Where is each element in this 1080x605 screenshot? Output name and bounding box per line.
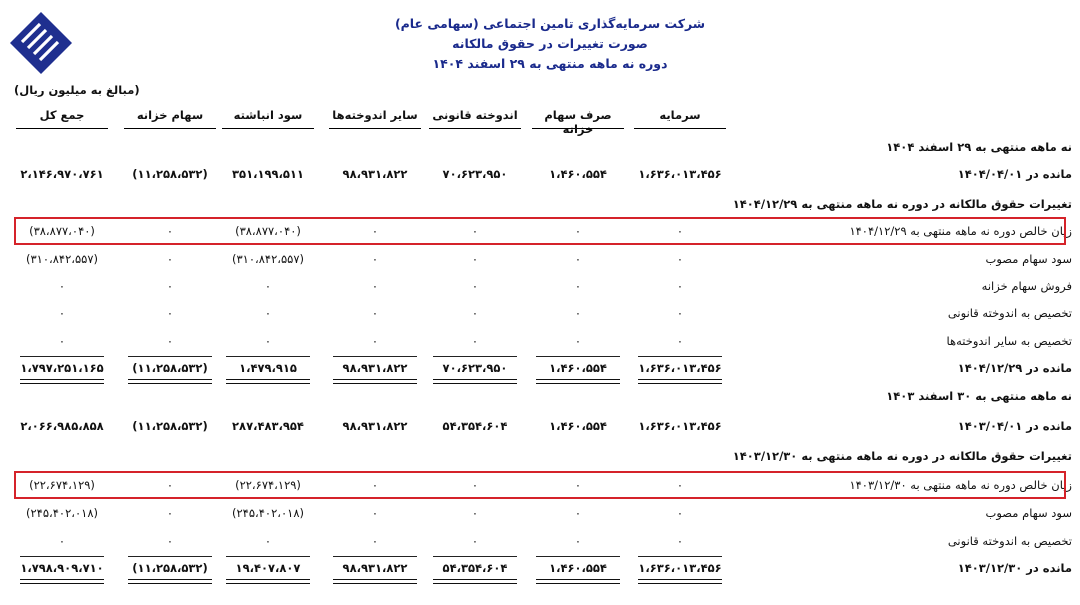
table-row (0, 275, 1080, 301)
total-double-rule (128, 579, 212, 584)
cell-value: (۱۱،۲۵۸،۵۳۲) (132, 361, 208, 375)
subtotal-rule (536, 556, 620, 557)
cell-value: ۱،۶۳۶،۰۱۳،۴۵۶ (638, 419, 722, 433)
cell-value: ۰ (264, 534, 272, 548)
cell-value: ۰ (166, 534, 174, 548)
cell-value: ۰ (471, 478, 479, 492)
cell-value: ۰ (471, 252, 479, 266)
cell-value: ۰ (471, 306, 479, 320)
column-header: جمع کل (16, 108, 108, 129)
section-header-row (0, 445, 1080, 471)
cell-value: ۰ (371, 306, 379, 320)
statement-name: صورت تغییرات در حقوق مالکانه (452, 36, 648, 51)
cell-value: ۰ (58, 306, 66, 320)
cell-value: (۳۱۰،۸۴۲،۵۵۷) (232, 252, 304, 266)
row-label: تخصیص به اندوخته قانونی (947, 534, 1072, 548)
row-label: مانده در ۱۴۰۳/۰۴/۰۱ (957, 419, 1072, 433)
row-label: سود سهام مصوب (985, 506, 1072, 520)
cell-value: ۵۴،۳۵۴،۶۰۴ (442, 419, 508, 433)
row-label: مانده در ۱۴۰۴/۱۲/۲۹ (957, 361, 1072, 375)
subtotal-rule (20, 356, 104, 357)
total-double-rule (333, 579, 417, 584)
subtotal-rule (128, 556, 212, 557)
cell-value: ۰ (371, 506, 379, 520)
subtotal-rule (638, 556, 722, 557)
subtotal-rule (128, 356, 212, 357)
cell-value: ۰ (676, 478, 684, 492)
total-double-rule (20, 579, 104, 584)
cell-value: ۰ (264, 306, 272, 320)
statement-period: دوره نه ماهه منتهی به ۲۹ اسفند ۱۴۰۴ (432, 56, 668, 71)
cell-value: ۰ (676, 534, 684, 548)
row-label: تخصیص به اندوخته قانونی (947, 306, 1072, 320)
cell-value: ۱۹،۴۰۷،۸۰۷ (235, 561, 301, 575)
cell-value: ۰ (264, 334, 272, 348)
cell-value: ۰ (371, 279, 379, 293)
subtotal-rule (333, 356, 417, 357)
cell-value: (۳۸،۸۷۷،۰۴۰) (235, 224, 301, 238)
total-double-rule (638, 579, 722, 584)
cell-value: (۳۸،۸۷۷،۰۴۰) (29, 224, 95, 238)
cell-value: ۱،۷۹۸،۹۰۹،۷۱۰ (20, 561, 104, 575)
cell-value: ۹۸،۹۳۱،۸۲۲ (342, 561, 408, 575)
cell-value: (۱۱،۲۵۸،۵۳۲) (132, 167, 208, 181)
row-label: مانده در ۱۴۰۳/۱۲/۳۰ (957, 561, 1072, 575)
cell-value: ۲۸۷،۴۸۳،۹۵۴ (232, 419, 304, 433)
cell-value: ۰ (471, 224, 479, 238)
cell-value: ۰ (574, 334, 582, 348)
section-header-row (0, 193, 1080, 219)
column-header: صرف سهام خزانه (532, 108, 624, 129)
section-header-row (0, 136, 1080, 162)
table-row (0, 163, 1080, 189)
table-row (0, 302, 1080, 328)
total-double-rule (433, 579, 517, 584)
cell-value: ۰ (371, 334, 379, 348)
cell-value: ۱،۴۶۰،۵۵۴ (549, 561, 607, 575)
cell-value: ۰ (676, 224, 684, 238)
column-header: سود انباشته (222, 108, 314, 129)
cell-value: ۹۸،۹۳۱،۸۲۲ (342, 361, 408, 375)
row-label: نه ماهه منتهی به ۳۰ اسفند ۱۴۰۳ (886, 389, 1072, 403)
total-double-rule (536, 379, 620, 384)
subtotal-rule (433, 356, 517, 357)
cell-value: (۱۱،۲۵۸،۵۳۲) (132, 561, 208, 575)
cell-value: (۲۴۵،۴۰۲،۰۱۸) (232, 506, 304, 520)
cell-value: ۳۵۱،۱۹۹،۵۱۱ (232, 167, 304, 181)
cell-value: ۰ (264, 279, 272, 293)
cell-value: ۰ (676, 506, 684, 520)
subtotal-rule (536, 356, 620, 357)
column-header: سایر اندوخته‌ها (329, 108, 421, 129)
row-label: تغییرات حقوق مالکانه در دوره نه ماهه منتهی به ۱۴۰۳/۱۲/۳۰ (732, 449, 1072, 463)
row-label: سود سهام مصوب (985, 252, 1072, 266)
cell-value: ۰ (166, 306, 174, 320)
cell-value: ۱،۶۳۶،۰۱۳،۴۵۶ (638, 361, 722, 375)
row-label: زیان خالص دوره نه ماهه منتهی به ۱۴۰۴/۱۲/۲۹ (849, 224, 1072, 238)
column-header: سهام خزانه (124, 108, 216, 129)
subtotal-rule (20, 556, 104, 557)
cell-value: ۲،۱۴۶،۹۷۰،۷۶۱ (20, 167, 104, 181)
cell-value: ۰ (58, 334, 66, 348)
cell-value: ۰ (58, 279, 66, 293)
cell-value: ۷۰،۶۲۳،۹۵۰ (442, 361, 508, 375)
company-logo (10, 12, 72, 74)
total-double-rule (333, 379, 417, 384)
total-double-rule (128, 379, 212, 384)
unit-note: (مبالغ به میلیون ریال) (14, 83, 140, 97)
row-label: فروش سهام خزانه (981, 279, 1072, 293)
company-name: شرکت سرمایه‌گذاری تامین اجتماعی (سهامی عام) (394, 16, 706, 31)
subtotal-rule (638, 356, 722, 357)
table-row (0, 415, 1080, 441)
cell-value: ۱،۴۶۰،۵۵۴ (549, 167, 607, 181)
statement-title-block (330, 14, 770, 74)
cell-value: ۱،۶۳۶،۰۱۳،۴۵۶ (638, 561, 722, 575)
column-header: اندوخته قانونی (429, 108, 521, 129)
table-row (0, 502, 1080, 528)
subtotal-rule (433, 556, 517, 557)
cell-value: ۰ (166, 506, 174, 520)
cell-value: ۹۸،۹۳۱،۸۲۲ (342, 167, 408, 181)
cell-value: ۰ (471, 334, 479, 348)
cell-value: ۰ (166, 279, 174, 293)
cell-value: ۰ (371, 478, 379, 492)
cell-value: ۰ (166, 224, 174, 238)
total-double-rule (638, 379, 722, 384)
highlight-box (14, 471, 1066, 499)
total-double-rule (536, 579, 620, 584)
cell-value: ۰ (574, 306, 582, 320)
cell-value: ۱،۶۳۶،۰۱۳،۴۵۶ (638, 167, 722, 181)
cell-value: ۱،۴۶۰،۵۵۴ (549, 419, 607, 433)
table-row (0, 248, 1080, 274)
cell-value: (۳۱۰،۸۴۲،۵۵۷) (26, 252, 98, 266)
cell-value: ۰ (471, 279, 479, 293)
cell-value: (۱۱،۲۵۸،۵۳۲) (132, 419, 208, 433)
cell-value: (۲۴۵،۴۰۲،۰۱۸) (26, 506, 98, 520)
cell-value: ۰ (676, 306, 684, 320)
cell-value: ۵۴،۳۵۴،۶۰۴ (442, 561, 508, 575)
cell-value: ۱،۷۹۷،۲۵۱،۱۶۵ (20, 361, 104, 375)
cell-value: ۰ (58, 534, 66, 548)
subtotal-rule (226, 356, 310, 357)
cell-value: ۰ (471, 534, 479, 548)
cell-value: ۰ (676, 334, 684, 348)
table-row (0, 330, 1080, 356)
cell-value: ۰ (371, 252, 379, 266)
cell-value: ۰ (676, 279, 684, 293)
column-header: سرمایه (634, 108, 726, 129)
row-label: زیان خالص دوره نه ماهه منتهی به ۱۴۰۳/۱۲/۳۰ (849, 478, 1072, 492)
cell-value: ۰ (676, 252, 684, 266)
row-label: تغییرات حقوق مالکانه در دوره نه ماهه منتهی به ۱۴۰۴/۱۲/۲۹ (732, 197, 1072, 211)
section-header-row (0, 385, 1080, 411)
cell-value: ۷۰،۶۲۳،۹۵۰ (442, 167, 508, 181)
row-label: نه ماهه منتهی به ۲۹ اسفند ۱۴۰۴ (886, 140, 1072, 154)
cell-value: ۰ (574, 252, 582, 266)
subtotal-rule (333, 556, 417, 557)
cell-value: (۲۲،۶۷۴،۱۲۹) (235, 478, 301, 492)
cell-value: ۰ (574, 478, 582, 492)
subtotal-rule (226, 556, 310, 557)
cell-value: ۰ (371, 534, 379, 548)
cell-value: ۰ (471, 506, 479, 520)
cell-value: ۰ (574, 534, 582, 548)
total-double-rule (226, 579, 310, 584)
total-double-rule (226, 379, 310, 384)
row-label: تخصیص به سایر اندوخته‌ها (946, 334, 1072, 348)
cell-value: ۲،۰۶۶،۹۸۵،۸۵۸ (20, 419, 104, 433)
cell-value: ۰ (574, 279, 582, 293)
cell-value: ۰ (166, 334, 174, 348)
cell-value: (۲۲،۶۷۴،۱۲۹) (29, 478, 95, 492)
total-double-rule (433, 379, 517, 384)
cell-value: ۰ (166, 252, 174, 266)
cell-value: ۰ (371, 224, 379, 238)
total-double-rule (20, 379, 104, 384)
cell-value: ۰ (574, 506, 582, 520)
column-headers (0, 108, 1080, 136)
cell-value: ۰ (574, 224, 582, 238)
cell-value: ۹۸،۹۳۱،۸۲۲ (342, 419, 408, 433)
highlight-box (14, 217, 1066, 245)
cell-value: ۰ (166, 478, 174, 492)
table-row (0, 530, 1080, 556)
cell-value: ۱،۴۶۰،۵۵۴ (549, 361, 607, 375)
cell-value: ۱،۴۷۹،۹۱۵ (239, 361, 297, 375)
row-label: مانده در ۱۴۰۴/۰۴/۰۱ (957, 167, 1072, 181)
